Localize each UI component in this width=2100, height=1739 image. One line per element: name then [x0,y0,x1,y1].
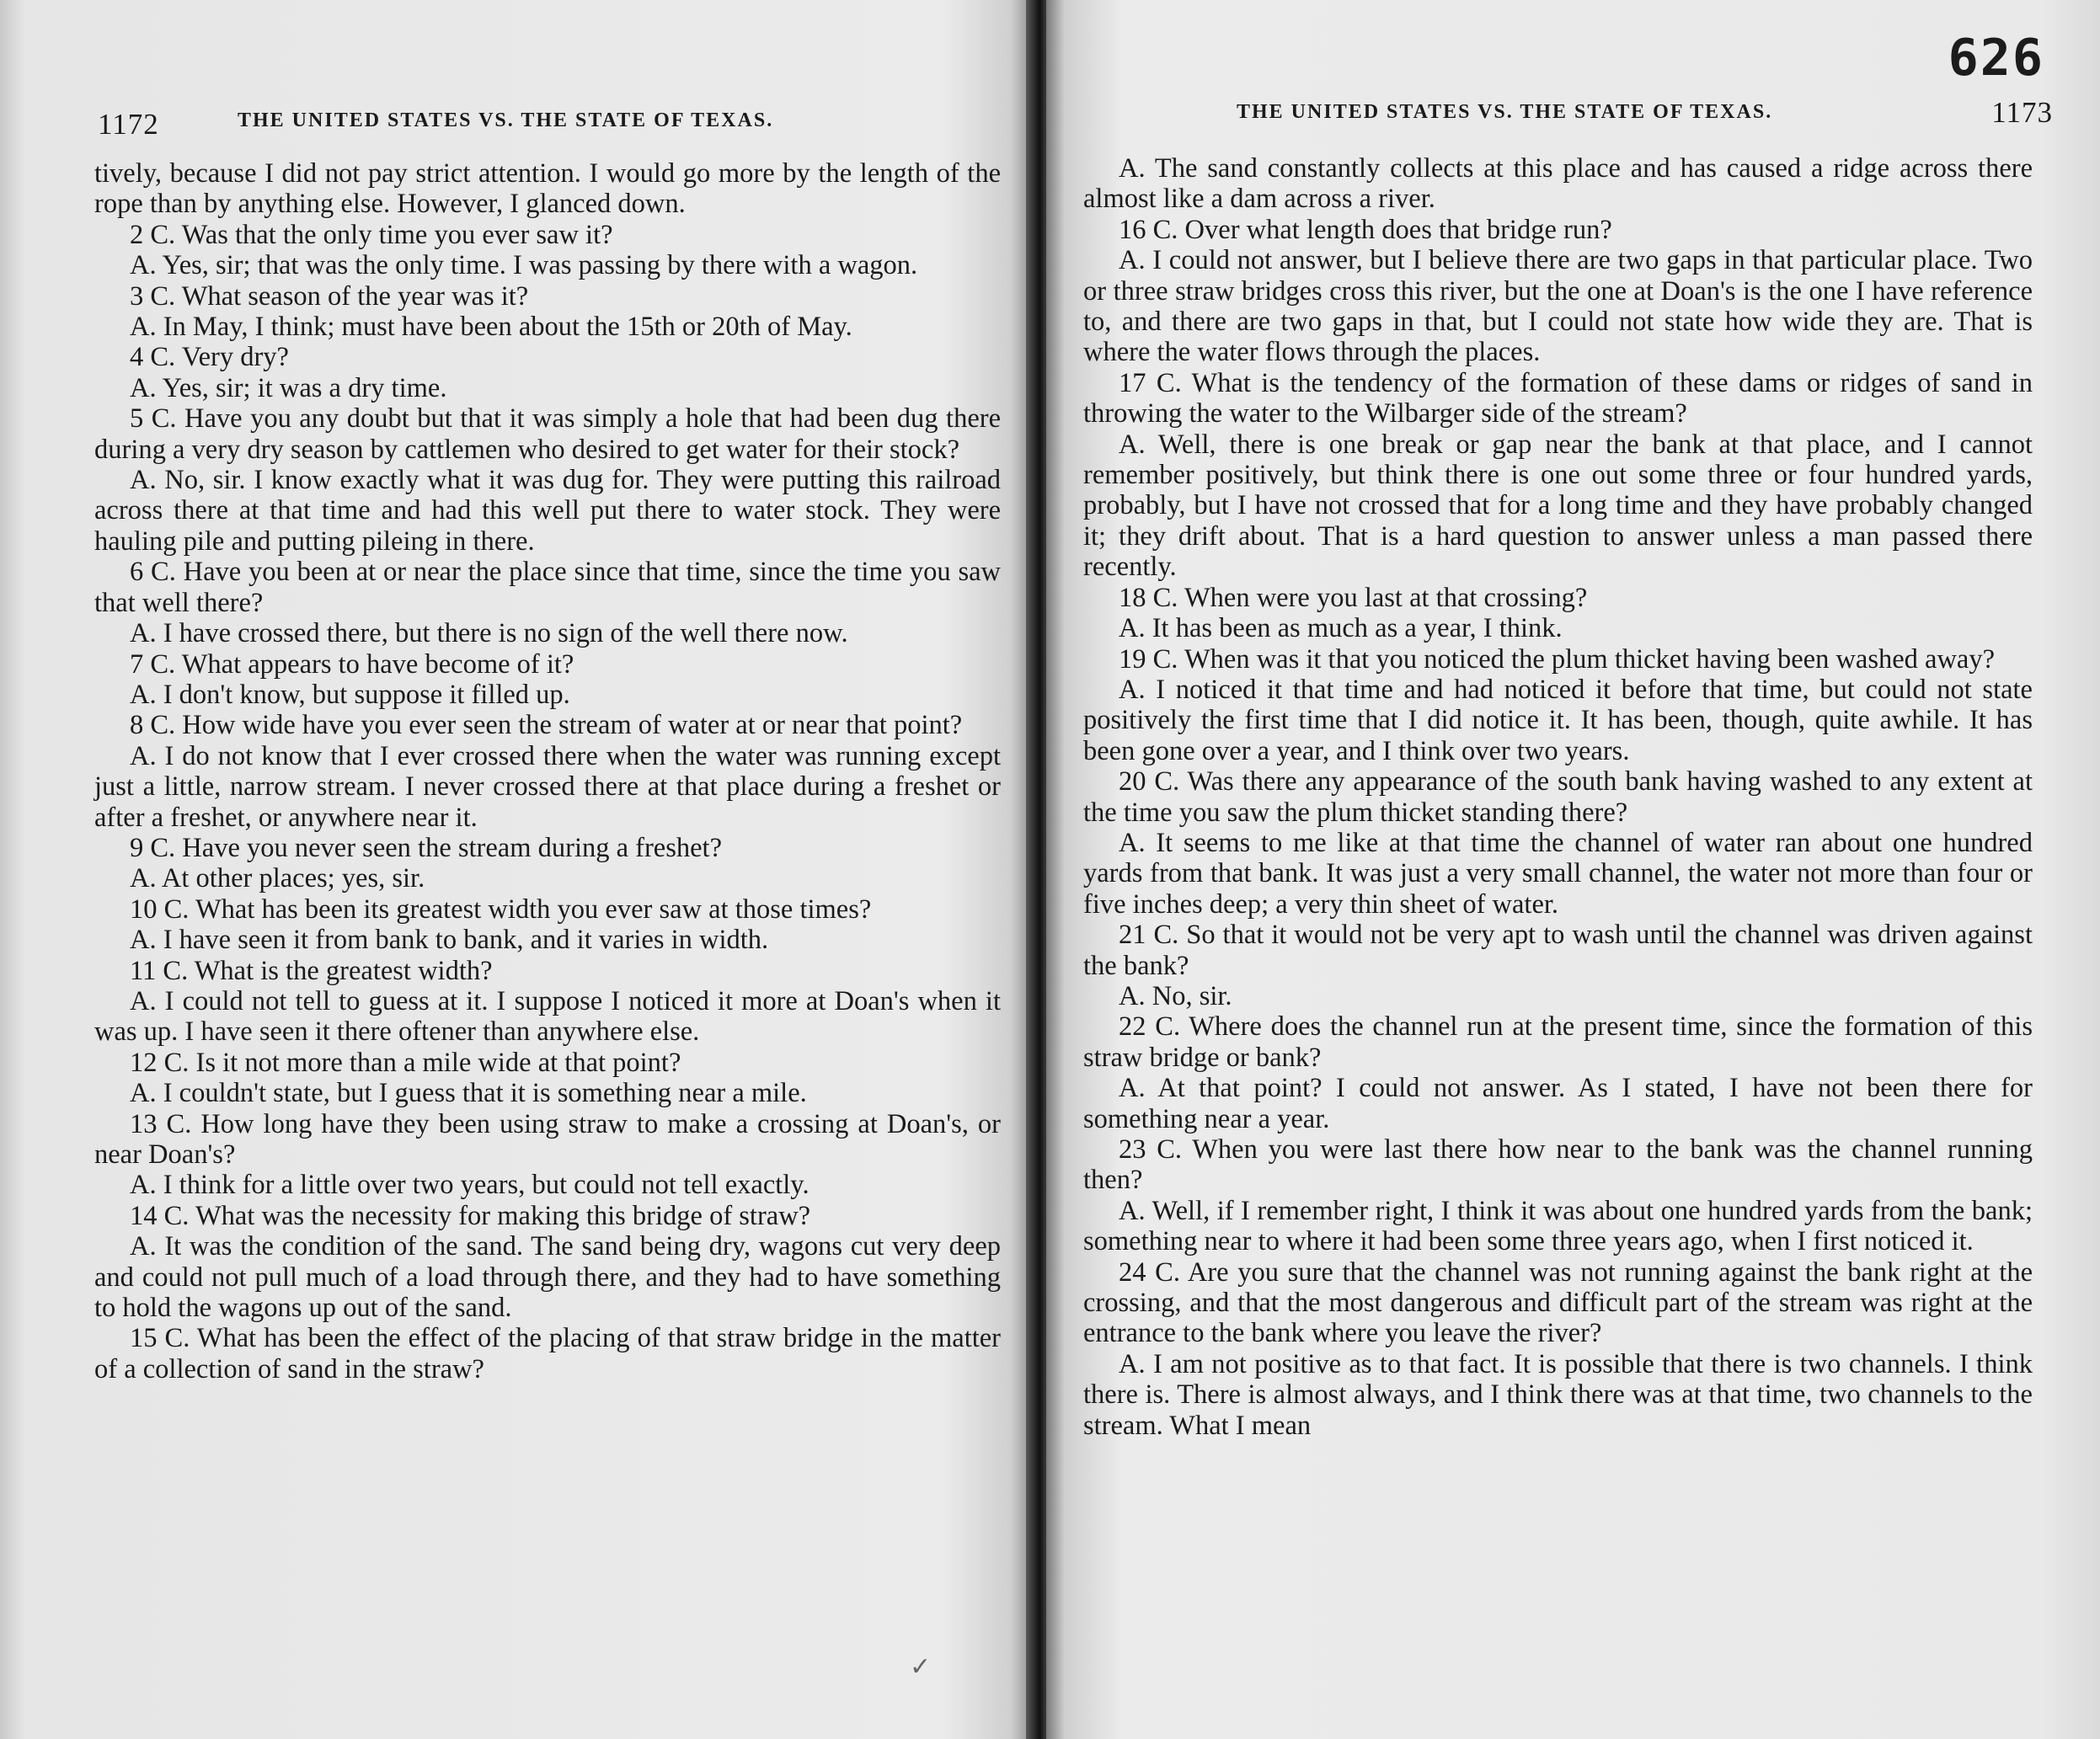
paragraph: 6 C. Have you been at or near the place since that time, since the time you saw that well there? [94,557,1001,618]
left-page [0,0,1034,1739]
paragraph: A. I do not know that I ever crossed there when the water was running except just a little, narrow stream. I never crossed there at that place during a freshet or after a freshet, or anywhere near it. [94,740,1001,833]
paragraph: A. In May, I think; must have been about the 15th or 20th of May. [130,312,852,343]
paragraph: 18 C. When were you last at that crossing? [1119,582,1588,613]
paragraph: 8 C. How wide have you ever seen the stream of water at or near that point? [130,710,963,741]
left-running-title: THE UNITED STATES VS. THE STATE OF TEXAS. [238,109,774,131]
paragraph: 9 C. Have you never seen the stream during a freshet? [130,832,723,863]
paragraph: A. I could not answer, but I believe there are two gaps in that particular place. Two or three straw bridges cross this river, but the one at Doan's is the one I have reference to, and there are two gaps in that, but I could not state how wide they are. That is where the water flows through the places. [1083,245,2033,368]
paragraph: 13 C. How long have they been using straw to make a crossing at Doan's, or near Doan's? [94,1108,1001,1170]
paragraph: A. The sand constantly collects at this place and has caused a ridge across there almost like a dam across a river. [1083,153,2033,215]
paragraph: 15 C. What has been the effect of the placing of that straw bridge in the matter of a collection of sand in the straw? [94,1323,1001,1384]
paragraph: A. I think for a little over two years, but could not tell exactly. [130,1170,810,1201]
paragraph: A. I have seen it from bank to bank, and it varies in width. [130,925,769,956]
paragraph: A. It seems to me like at that time the channel of water ran about one hundred yards from that bank. It was just a very small channel, the water not more than four or five inches deep; a very thin sheet of water. [1083,827,2033,920]
paragraph: A. Well, there is one break or gap near the bank at that place, and I cannot remember positively, but think there is one out some three or four hundred yards, probably, but I have not crossed that for a long time and they have probably changed it; they drift about. That is a hard question to answer unless a man passed there recently. [1083,429,2033,583]
paragraph: 3 C. What season of the year was it? [130,280,529,312]
paragraph: 17 C. What is the tendency of the formation of these dams or ridges of sand in throwing the water to the Wilbarger side of the stream? [1083,367,2033,429]
paragraph: A. I don't know, but suppose it filled up. [130,679,570,710]
pencil-check-mark-icon: ✓ [910,1653,932,1681]
paragraph: A. I couldn't state, but I guess that it is something near a mile. [130,1078,807,1109]
paragraph: 11 C. What is the greatest width? [130,955,493,986]
paragraph: A. No, sir. [1119,980,1232,1011]
paragraph: 22 C. Where does the channel run at the present time, since the formation of this straw bridge or bank? [1083,1011,2033,1073]
paragraph: 14 C. What was the necessity for making this bridge of straw? [130,1200,811,1231]
paragraph: A. Yes, sir; that was the only time. I was passing by there with a wagon. [130,250,918,281]
paragraph: 5 C. Have you any doubt but that it was simply a hole that had been dug there during a very dry season by cattlemen who desired to get water for their stock? [94,403,1001,465]
right-page [1046,0,2100,1739]
right-running-title: THE UNITED STATES VS. THE STATE OF TEXAS. [1237,101,1773,123]
paragraph: A. I have crossed there, but there is no sign of the well there now. [130,618,848,649]
paragraph: A. Yes, sir; it was a dry time. [130,372,447,403]
paragraph: A. It was the condition of the sand. The sand being dry, wagons cut very deep and could not pull much of a load through there, and they had to have something to hold the wagons up out of the sand. [94,1231,1001,1324]
paragraph: 2 C. Was that the only time you ever saw it? [130,219,613,250]
paragraph: A. At other places; yes, sir. [130,863,425,894]
right-page-header [1083,94,2053,153]
paragraph: 19 C. When was it that you noticed the plum thicket having been washed away? [1119,643,1996,675]
paragraph: A. At that point? I could not answer. As I stated, I have not been there for something near a year. [1083,1073,2033,1134]
paragraph: A. I noticed it that time and had noticed it before that time, but could not state positively the first time that I did notice it. It has been, though, quite awhile. It has been gone over a year, and I think over two years. [1083,674,2033,766]
left-page-header [94,99,1001,158]
paragraph: 7 C. What appears to have become of it? [130,648,574,680]
paragraph: A. I could not tell to guess at it. I suppose I noticed it more at Doan's when it was up. I have seen it there oftener than anywhere else. [94,985,1001,1048]
paragraph: 23 C. When you were last there how near to the bank was the channel running then? [1083,1134,2033,1196]
right-page-body [1083,153,2033,1441]
paragraph: tively, because I did not pay strict attention. I would go more by the length of the rope than by anything else. However, I glanced down. [94,158,1001,220]
paragraph: 20 C. Was there any appearance of the south bank having washed to any extent at the time you saw the plum thicket standing there? [1083,766,2033,828]
paragraph: 12 C. Is it not more than a mile wide at that point? [130,1047,681,1078]
paragraph: A. No, sir. I know exactly what it was dug for. They were putting this railroad across there at that time and had this well put there to water stock. They were hauling pile and putting pileing in there. [94,465,1001,557]
paragraph: A. Well, if I remember right, I think it was about one hundred yards from the bank; something near to where it had been some three years ago, when I first noticed it. [1083,1195,2033,1257]
stamp-number: 626 [1948,29,2044,88]
paragraph: 10 C. What has been its greatest width you ever saw at those times? [130,894,872,925]
left-page-number: 1172 [98,108,159,141]
paragraph: A. It has been as much as a year, I think. [1119,613,1563,644]
paragraph: A. I am not positive as to that fact. It is possible that there is two channels. I think there is. There is almost always, and I think there was at that time, two channels to the stream. What I mean [1083,1348,2033,1441]
right-page-number: 1173 [1991,96,2053,129]
paragraph: 24 C. Are you sure that the channel was not running against the bank right at the crossing, and that the most dangerous and difficult part of the stream was right at the entrance to the bank where you leave the river? [1083,1256,2033,1349]
paragraph: 4 C. Very dry? [130,342,289,373]
left-page-body [94,158,1001,1384]
paragraph: 16 C. Over what length does that bridge run? [1119,214,1612,245]
paragraph: 21 C. So that it would not be very apt to wash until the channel was driven against the bank? [1083,920,2033,981]
